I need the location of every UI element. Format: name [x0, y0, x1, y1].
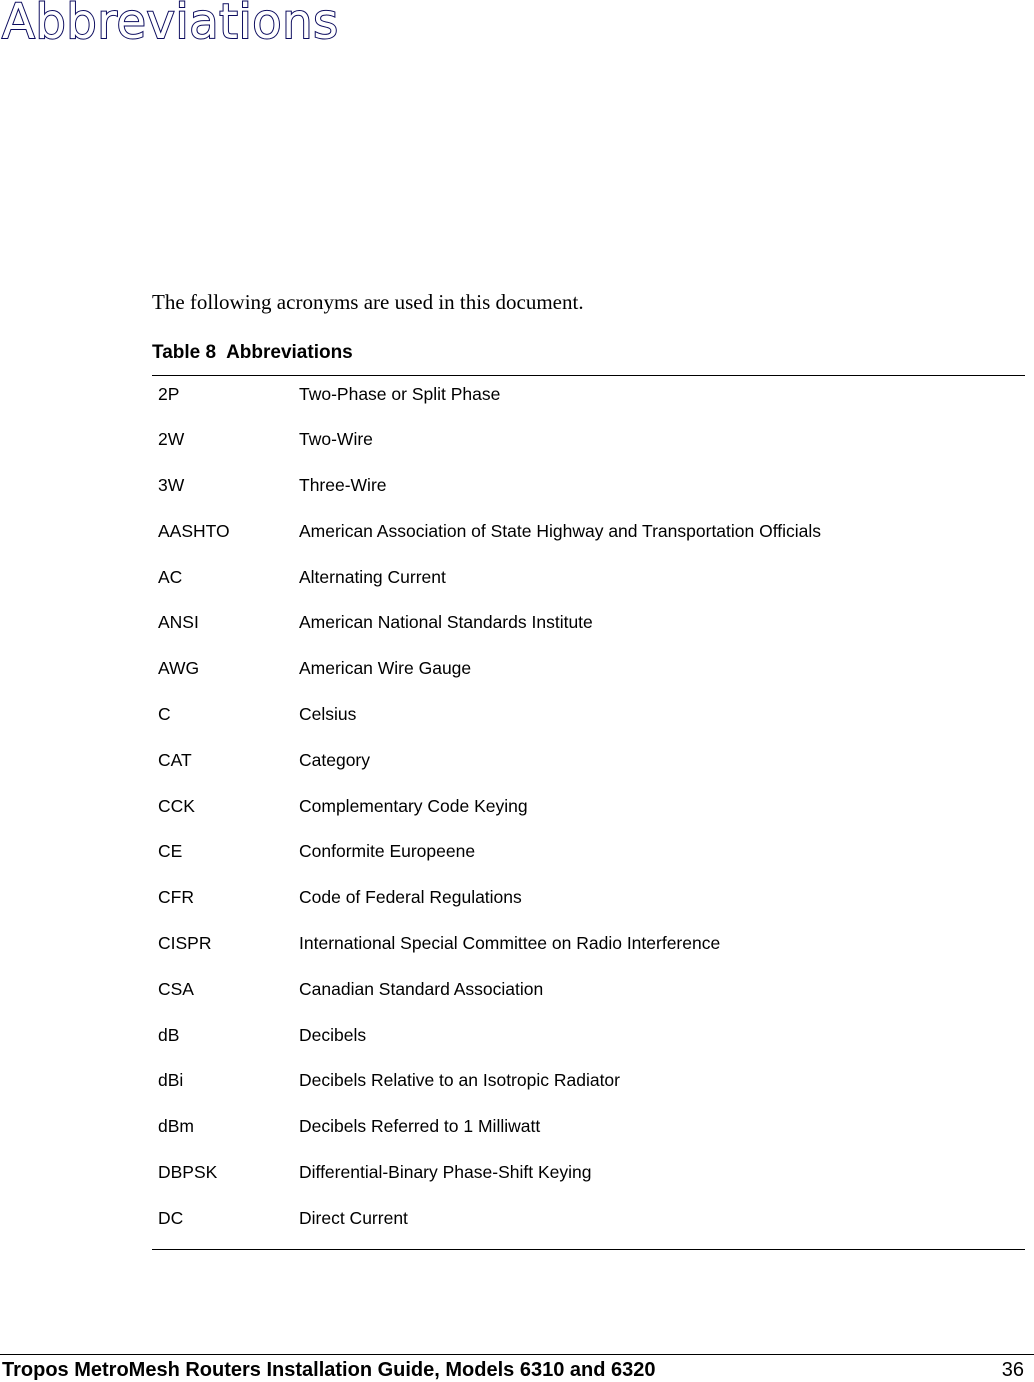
- table-row: [152, 971, 1025, 1017]
- page-title: Abbreviations: [2, 0, 339, 50]
- meaning-cell: Two-Phase or Split Phase: [299, 384, 501, 404]
- page-number: 36: [1001, 1359, 1024, 1381]
- abbreviation-cell: 3W: [158, 475, 185, 496]
- abbreviation-cell: C: [158, 704, 171, 725]
- table-row: [152, 879, 1025, 925]
- meaning-cell: Category: [299, 749, 371, 770]
- meaning-cell: Conformite Europeene: [299, 841, 476, 862]
- meaning-cell: Differential-Binary Phase-Shift Keying: [299, 1162, 592, 1183]
- table-row: [152, 650, 1025, 696]
- table-row: [152, 559, 1025, 605]
- meaning-cell: Decibels Referred to 1 Milliwatt: [299, 1116, 541, 1137]
- table-caption-number: Table 8: [152, 342, 217, 363]
- table-row: [152, 1017, 1025, 1063]
- table-row: [152, 1200, 1025, 1250]
- abbreviation-cell: CAT: [158, 749, 192, 770]
- abbreviation-cell: 2W: [158, 429, 185, 450]
- table-row: [152, 696, 1025, 742]
- abbreviation-cell: AWG: [158, 658, 200, 679]
- table-row: [152, 376, 1025, 422]
- table-row: [152, 925, 1025, 971]
- abbreviation-cell: 2P: [158, 384, 180, 404]
- abbreviation-cell: CISPR: [158, 933, 212, 954]
- meaning-cell: Complementary Code Keying: [299, 795, 528, 816]
- meaning-cell: International Special Committee on Radio Interference: [299, 933, 721, 954]
- footer-rule: [0, 1354, 1034, 1355]
- abbreviation-cell: dBi: [158, 1070, 184, 1091]
- table-row: [152, 421, 1025, 467]
- abbreviation-cell: AC: [158, 566, 183, 587]
- footer-document-title: Tropos MetroMesh Routers Installation Guide, Models 6310 and 6320: [2, 1359, 656, 1381]
- meaning-cell: Alternating Current: [299, 566, 446, 587]
- table-row: [152, 604, 1025, 650]
- table-caption-title: Abbreviations: [226, 342, 353, 363]
- abbreviation-cell: dB: [158, 1024, 180, 1045]
- meaning-cell: Decibels Relative to an Isotropic Radiator: [299, 1070, 620, 1091]
- abbreviation-cell: AASHTO: [158, 520, 230, 541]
- abbreviation-cell: ANSI: [158, 612, 199, 633]
- table-row: [152, 1154, 1025, 1200]
- abbreviation-cell: CFR: [158, 887, 194, 908]
- table-row: [152, 467, 1025, 513]
- meaning-cell: American Wire Gauge: [299, 658, 472, 679]
- abbreviation-cell: CE: [158, 841, 183, 862]
- meaning-cell: Two-Wire: [299, 429, 373, 450]
- intro-paragraph: The following acronyms are used in this document.: [152, 290, 584, 314]
- table-row: [152, 1108, 1025, 1154]
- meaning-cell: Direct Current: [299, 1207, 408, 1228]
- table-row: [152, 742, 1025, 788]
- table-caption: [152, 342, 353, 364]
- abbreviation-cell: DC: [158, 1207, 184, 1228]
- table-row: [152, 788, 1025, 834]
- abbreviation-cell: DBPSK: [158, 1162, 218, 1183]
- abbreviations-table-body: [152, 376, 1025, 1250]
- table-row: [152, 833, 1025, 879]
- abbreviation-cell: dBm: [158, 1116, 194, 1137]
- meaning-cell: Celsius: [299, 704, 357, 725]
- meaning-cell: Three-Wire: [299, 475, 387, 496]
- abbreviations-table: [152, 375, 1025, 1250]
- meaning-cell: Decibels: [299, 1024, 367, 1045]
- meaning-cell: American National Standards Institute: [299, 612, 593, 633]
- abbreviation-cell: CCK: [158, 795, 195, 816]
- meaning-cell: Code of Federal Regulations: [299, 887, 522, 908]
- meaning-cell: American Association of State Highway and Transportation Officials: [299, 520, 822, 541]
- meaning-cell: Canadian Standard Association: [299, 978, 544, 999]
- table-row: [152, 513, 1025, 559]
- abbreviation-cell: CSA: [158, 978, 194, 999]
- table-row: [152, 1062, 1025, 1108]
